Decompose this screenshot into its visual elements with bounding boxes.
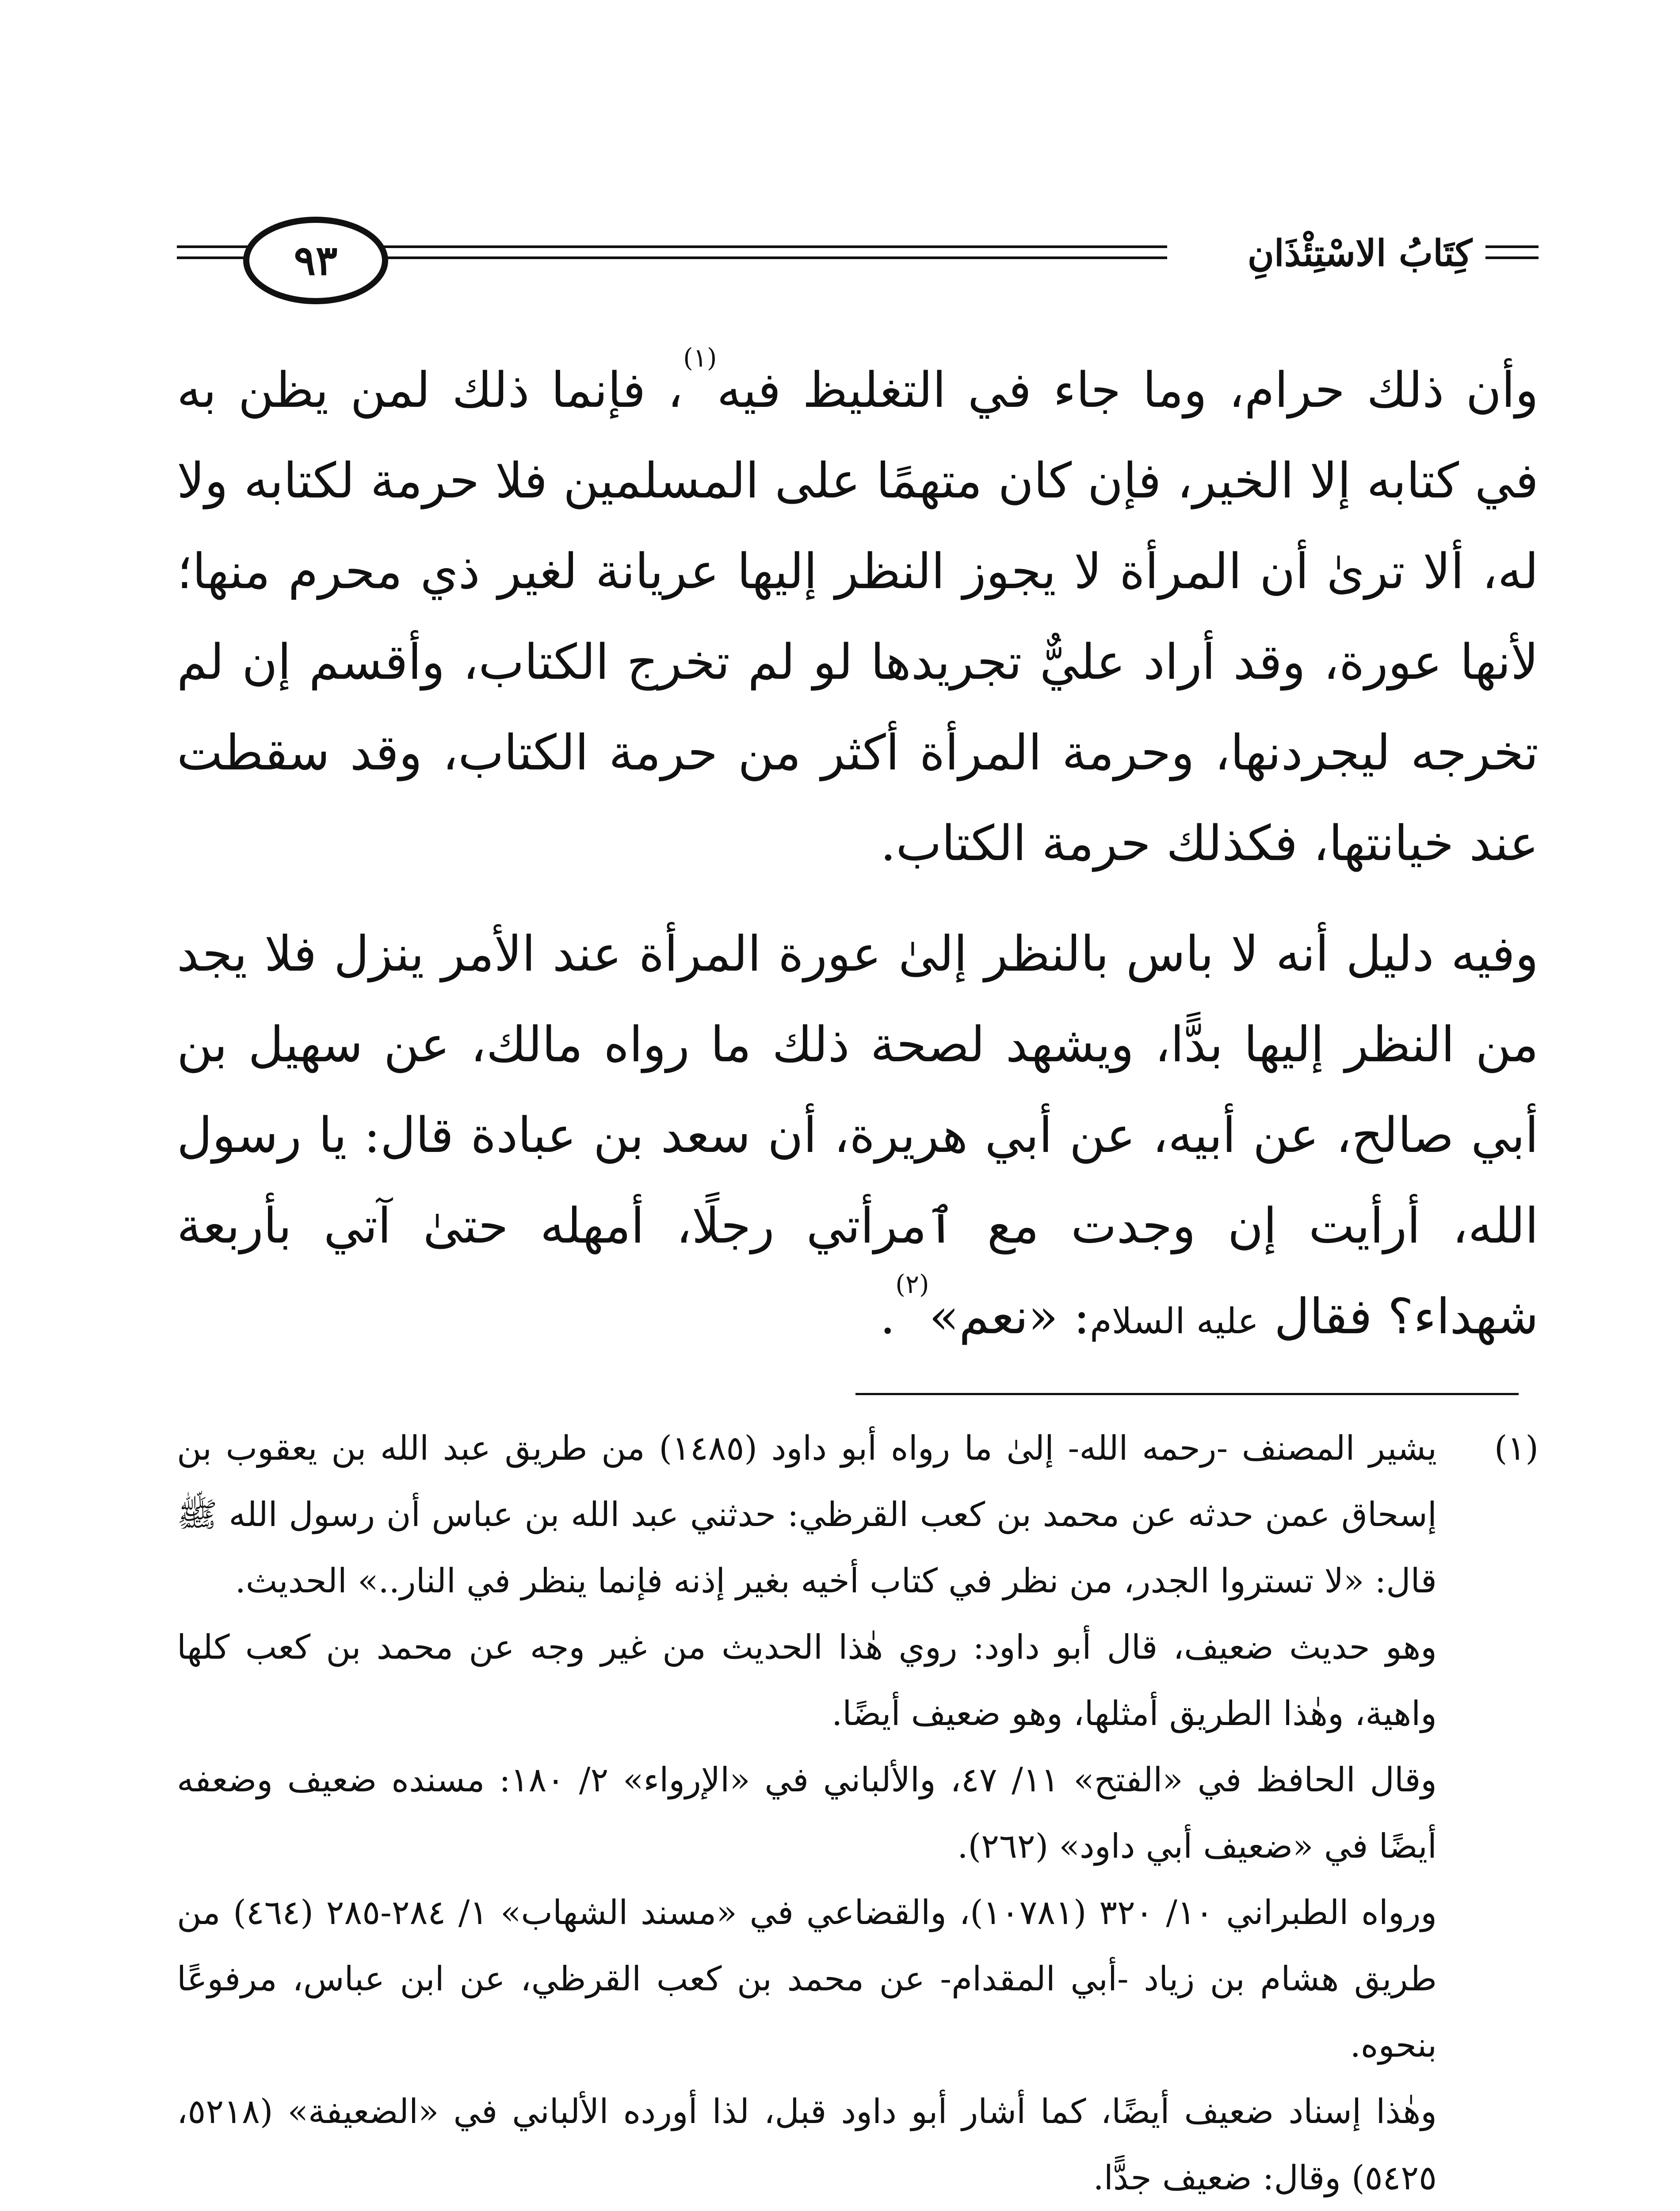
header-rule-right-bottom — [1485, 256, 1539, 259]
page-header — [177, 212, 1539, 301]
quote-naam: : «نعم» — [929, 1288, 1090, 1345]
page-number-badge — [243, 217, 388, 304]
running-title: كِتَابُ الاسْتِئْذَانِ — [1247, 232, 1472, 275]
footnote-ref-1: (١) — [683, 343, 717, 373]
header-rule-mid-bottom — [371, 256, 1167, 259]
honorific: عليه السلام — [1090, 1301, 1259, 1342]
footnote-1-body — [177, 1415, 1437, 2211]
footnotes — [177, 1415, 1539, 2211]
footnote-1-para-2: وهو حديث ضعيف، قال أبو داود: روي هٰذا الحديث من غير وجه عن محمد بن كعب كلها واهية، وهٰذا الطريق أمثلها، وهو ضعيف أيضًا. — [177, 1627, 1437, 1733]
header-rule-left-top — [177, 245, 252, 248]
footnote-1-para-1: يشير المصنف -رحمه الله- إلىٰ ما رواه أبو داود (١٤٨٥) من طريق عبد الله بن يعقوب بن إسحاق عمن حدثه عن محمد بن كعب القرظي: حدثني عبد الله بن عباس أن رسول الله ﷺ قال: «لا تستروا الجدر، من نظر في كتاب أخيه بغير إذنه فإنما ينظر في النار..» الحديث. — [177, 1428, 1437, 1600]
paragraph-1 — [177, 345, 1539, 889]
paragraph-1-start: وأن ذلك حرام، وما جاء في التغليظ فيه — [717, 362, 1539, 418]
footnote-1-para-5: وهٰذا إسناد ضعيف أيضًا، كما أشار أبو داود قبل، لذا أورده الألباني في «الضعيفة» (٥٢١٨، ٥٤٢٥) وقال: ضعيف جدًّا. — [177, 2092, 1437, 2197]
footnote-1-para-4: ورواه الطبراني ١٠/ ٣٢٠ (١٠٧٨١)، والقضاعي في «مسند الشهاب» ١/ ٢٨٤-٢٨٥ (٤٦٤) من طريق هشام بن زياد -أبي المقدام- عن محمد بن كعب القرظي، عن ابن عباس، مرفوعًا بنحوه. — [177, 1893, 1437, 2065]
paragraph-2-end: . — [880, 1288, 896, 1345]
footnote-1-para-3: وقال الحافظ في «الفتح» ١١/ ٤٧، والألباني في «الإرواء» ٢/ ١٨٠: مسنده ضعيف وضعفه أيضًا في «ضعيف أبي داود» (٢٦٢). — [177, 1760, 1437, 1866]
paragraph-2-text: وفيه دليل أنه لا باس بالنظر إلىٰ عورة المرأة عند الأمر ينزل فلا يجد من النظر إليها بدًّا، ويشهد لصحة ذلك ما رواه مالك، عن سهيل بن أبي صالح، عن أبيه، عن أبي هريرة، أن سعد بن عبادة قال: يا رسول الله، أرأيت إن وجدت مع ٱمرأتي رجلًا، أمهله حتىٰ آتي بأربعة شهداء؟ فقال — [177, 926, 1539, 1345]
main-text — [177, 345, 1539, 1366]
footnote-separator — [855, 1393, 1519, 1395]
header-rule-right-top — [1485, 245, 1539, 248]
footnote-ref-2: (٢) — [895, 1269, 929, 1299]
footnote-1 — [177, 1415, 1539, 2211]
footnote-1-number: (١) — [1494, 1428, 1539, 1468]
page-number: ٩٣ — [294, 237, 338, 284]
header-rule-mid-top — [371, 245, 1167, 248]
header-rule-left-bottom — [177, 256, 252, 259]
paragraph-1-rest: ، فإنما ذلك لمن يظن به في كتابه إلا الخير، فإن كان متهمًا على المسلمين فلا حرمة لكتابه ولا له، ألا ترىٰ أن المرأة لا يجوز النظر إليها عريانة لغير ذي محرم منها؛ لأنها عورة، وقد أراد عليٌّ تجريدها لو لم تخرج الكتاب، وأقسم إن لم تخرجه ليجردنها، وحرمة المرأة أكثر من حرمة الكتاب، وقد سقطت عند خيانتها، فكذلك حرمة الكتاب. — [177, 362, 1539, 872]
paragraph-2 — [177, 909, 1539, 1366]
